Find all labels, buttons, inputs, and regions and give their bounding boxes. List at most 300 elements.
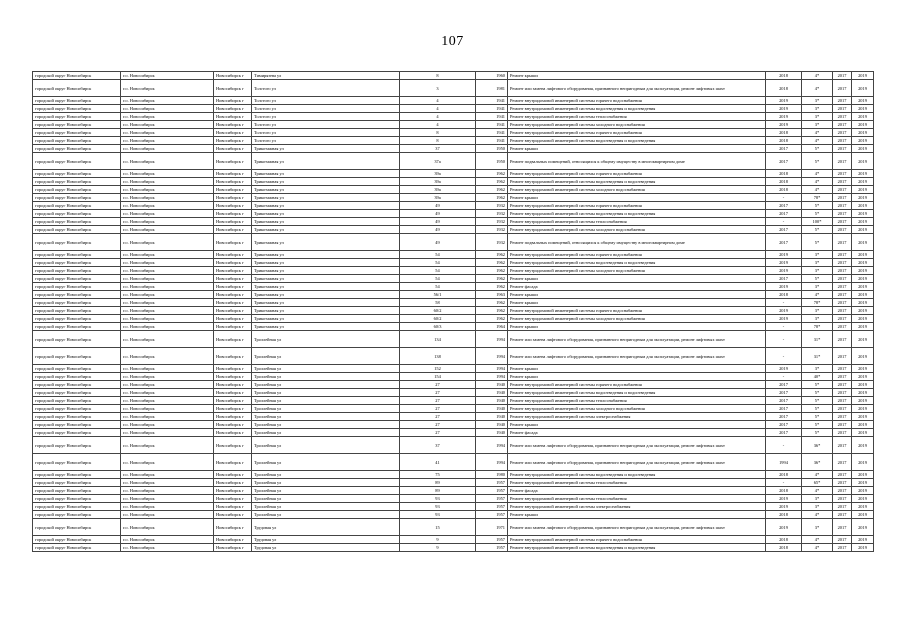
cell-price: 3*	[802, 121, 833, 129]
cell-street: Трикотажная ул	[252, 283, 400, 291]
cell-house: 27	[400, 405, 476, 413]
cell-start-year: -	[766, 373, 802, 381]
cell-house: 4	[400, 113, 476, 121]
cell-work-type: Ремонт внутридомовой инженерной системы горячего водоснабжения	[508, 170, 766, 178]
table-row	[33, 80, 874, 97]
cell-start-year: -	[766, 437, 802, 454]
cell-house: 60/3	[400, 323, 476, 331]
cell-district: городской округ Новосибирск	[33, 421, 121, 429]
cell-municipality: г.о. Новосибирск	[121, 80, 214, 97]
cell-start-year: 2019	[766, 503, 802, 511]
cell-municipality: г.о. Новосибирск	[121, 234, 214, 251]
table-row	[33, 137, 874, 145]
cell-municipality: г.о. Новосибирск	[121, 72, 214, 80]
cell-settlement: Новосибирск г	[214, 307, 252, 315]
cell-district: городской округ Новосибирск	[33, 381, 121, 389]
table-row	[33, 275, 874, 283]
cell-municipality: г.о. Новосибирск	[121, 251, 214, 259]
cell-house: 4	[400, 97, 476, 105]
cell-price: 5*	[802, 275, 833, 283]
cell-plan-from: 2017	[833, 487, 852, 495]
cell-district: городской округ Новосибирск	[33, 323, 121, 331]
cell-house: 49	[400, 234, 476, 251]
cell-municipality: г.о. Новосибирск	[121, 267, 214, 275]
cell-price: 3*	[802, 267, 833, 275]
cell-price: 5*	[802, 234, 833, 251]
cell-year-built: 1962	[476, 267, 508, 275]
cell-start-year: 2017	[766, 226, 802, 234]
cell-year-built: 1962	[476, 315, 508, 323]
cell-work-type: Ремонт внутридомовой инженерной системы теплоснабжения	[508, 397, 766, 405]
cell-start-year: -	[766, 194, 802, 202]
cell-settlement: Новосибирск г	[214, 259, 252, 267]
cell-district: городской округ Новосибирск	[33, 170, 121, 178]
table-row	[33, 389, 874, 397]
cell-plan-to: 2019	[852, 397, 874, 405]
cell-settlement: Новосибирск г	[214, 299, 252, 307]
cell-price: 78*	[802, 194, 833, 202]
cell-plan-from: 2017	[833, 421, 852, 429]
cell-year-built: 1971	[476, 519, 508, 536]
cell-start-year: 2017	[766, 405, 802, 413]
cell-plan-from: 2017	[833, 283, 852, 291]
cell-municipality: г.о. Новосибирск	[121, 194, 214, 202]
cell-settlement: Новосибирск г	[214, 153, 252, 170]
cell-plan-to: 2019	[852, 315, 874, 323]
cell-municipality: г.о. Новосибирск	[121, 218, 214, 226]
cell-settlement: Новосибирск г	[214, 519, 252, 536]
table-row	[33, 291, 874, 299]
cell-year-built: 1994	[476, 437, 508, 454]
cell-municipality: г.о. Новосибирск	[121, 437, 214, 454]
cell-municipality: г.о. Новосибирск	[121, 519, 214, 536]
cell-price: 5*	[802, 397, 833, 405]
cell-plan-to: 2019	[852, 218, 874, 226]
cell-house: 89	[400, 487, 476, 495]
cell-plan-to: 2019	[852, 129, 874, 137]
cell-work-type: Ремонт крыши	[508, 275, 766, 283]
cell-price: 5*	[802, 405, 833, 413]
cell-price: 4*	[802, 511, 833, 519]
cell-price: 3*	[802, 365, 833, 373]
cell-start-year: 2017	[766, 145, 802, 153]
table-row	[33, 373, 874, 381]
cell-street: Тимирязева ул	[252, 72, 400, 80]
cell-settlement: Новосибирск г	[214, 291, 252, 299]
cell-plan-from: 2017	[833, 519, 852, 536]
cell-municipality: г.о. Новосибирск	[121, 381, 214, 389]
cell-house: 37	[400, 145, 476, 153]
cell-work-type: Ремонт крыши	[508, 365, 766, 373]
cell-work-type: Ремонт или замена лифтового оборудования, признанного непригодным для эксплуатации, ремонт лифтовых шахт	[508, 348, 766, 365]
cell-year-built: 1941	[476, 121, 508, 129]
cell-district: городской округ Новосибирск	[33, 202, 121, 210]
cell-work-type: Ремонт крыши	[508, 145, 766, 153]
cell-plan-to: 2019	[852, 373, 874, 381]
cell-street: Троллейная ул	[252, 511, 400, 519]
cell-settlement: Новосибирск г	[214, 389, 252, 397]
cell-plan-from: 2017	[833, 72, 852, 80]
cell-year-built: 1941	[476, 97, 508, 105]
cell-settlement: Новосибирск г	[214, 511, 252, 519]
cell-plan-from: 2017	[833, 186, 852, 194]
cell-plan-to: 2019	[852, 186, 874, 194]
cell-work-type: Ремонт внутридомовой инженерной системы теплоснабжения	[508, 113, 766, 121]
table-row	[33, 323, 874, 331]
cell-price: 78*	[802, 323, 833, 331]
cell-street: Троллейная ул	[252, 487, 400, 495]
cell-street: Троллейная ул	[252, 413, 400, 421]
cell-settlement: Новосибирск г	[214, 421, 252, 429]
table-row	[33, 186, 874, 194]
cell-settlement: Новосибирск г	[214, 495, 252, 503]
cell-plan-from: 2017	[833, 121, 852, 129]
cell-plan-to: 2019	[852, 544, 874, 552]
cell-street: Толстого ул	[252, 121, 400, 129]
cell-district: городской округ Новосибирск	[33, 389, 121, 397]
cell-house: 41	[400, 454, 476, 471]
table-row	[33, 145, 874, 153]
table-row	[33, 405, 874, 413]
cell-street: Трикотажная ул	[252, 307, 400, 315]
cell-price: 4*	[802, 536, 833, 544]
cell-work-type: Ремонт внутридомовой инженерной системы холодного водоснабжения	[508, 405, 766, 413]
cell-price: 100*	[802, 218, 833, 226]
cell-work-type: Ремонт внутридомовой инженерной системы холодного водоснабжения	[508, 226, 766, 234]
cell-street: Троллейная ул	[252, 373, 400, 381]
cell-plan-to: 2019	[852, 137, 874, 145]
cell-district: городской округ Новосибирск	[33, 405, 121, 413]
cell-plan-from: 2017	[833, 381, 852, 389]
cell-house: 93	[400, 511, 476, 519]
table-row	[33, 421, 874, 429]
cell-plan-from: 2017	[833, 397, 852, 405]
cell-street: Троллейная ул	[252, 365, 400, 373]
cell-plan-to: 2019	[852, 307, 874, 315]
table-row	[33, 251, 874, 259]
page-number: 107	[441, 34, 464, 49]
cell-municipality: г.о. Новосибирск	[121, 397, 214, 405]
table-row	[33, 218, 874, 226]
table-row	[33, 437, 874, 454]
cell-work-type: Ремонт внутридомовой инженерной системы водоотведения и водоотведения	[508, 105, 766, 113]
cell-house: 27	[400, 397, 476, 405]
cell-plan-to: 2019	[852, 97, 874, 105]
cell-municipality: г.о. Новосибирск	[121, 121, 214, 129]
cell-settlement: Новосибирск г	[214, 121, 252, 129]
cell-settlement: Новосибирск г	[214, 210, 252, 218]
table-row	[33, 471, 874, 479]
cell-street: Толстого ул	[252, 129, 400, 137]
cell-house: 39а	[400, 186, 476, 194]
cell-house: 54	[400, 259, 476, 267]
table-row	[33, 503, 874, 511]
cell-year-built: 1957	[476, 503, 508, 511]
cell-district: городской округ Новосибирск	[33, 503, 121, 511]
cell-work-type: Ремонт внутридомовой инженерной системы водоотведения и водоотведения	[508, 389, 766, 397]
cell-work-type: Ремонт внутридомовой инженерной системы электроснабжения	[508, 503, 766, 511]
cell-street: Троллейная ул	[252, 479, 400, 487]
cell-work-type: Ремонт внутридомовой инженерной системы водоотведения и водоотведения	[508, 544, 766, 552]
cell-street: Трикотажная ул	[252, 259, 400, 267]
cell-year-built: 1964	[476, 323, 508, 331]
cell-plan-to: 2019	[852, 170, 874, 178]
cell-district: городской округ Новосибирск	[33, 72, 121, 80]
cell-street: Толстого ул	[252, 97, 400, 105]
cell-settlement: Новосибирск г	[214, 331, 252, 348]
cell-house: 134	[400, 331, 476, 348]
cell-plan-from: 2017	[833, 389, 852, 397]
cell-price: 4*	[802, 129, 833, 137]
table-row	[33, 487, 874, 495]
table-row	[33, 194, 874, 202]
cell-price: 4*	[802, 186, 833, 194]
cell-plan-to: 2019	[852, 145, 874, 153]
cell-work-type: Ремонт внутридомовой инженерной системы теплоснабжения	[508, 495, 766, 503]
table-row	[33, 365, 874, 373]
cell-price: 5*	[802, 381, 833, 389]
cell-house: 4	[400, 105, 476, 113]
cell-street: Трикотажная ул	[252, 210, 400, 218]
cell-settlement: Новосибирск г	[214, 348, 252, 365]
cell-start-year: -	[766, 299, 802, 307]
cell-settlement: Новосибирск г	[214, 129, 252, 137]
cell-year-built: 1962	[476, 186, 508, 194]
cell-settlement: Новосибирск г	[214, 544, 252, 552]
cell-start-year: 2017	[766, 234, 802, 251]
cell-settlement: Новосибирск г	[214, 536, 252, 544]
cell-municipality: г.о. Новосибирск	[121, 210, 214, 218]
cell-district: городской округ Новосибирск	[33, 299, 121, 307]
cell-year-built: 1932	[476, 218, 508, 226]
cell-year-built: 1960	[476, 72, 508, 80]
cell-street: Трикотажная ул	[252, 153, 400, 170]
cell-street: Трикотажная ул	[252, 178, 400, 186]
cell-district: городской округ Новосибирск	[33, 495, 121, 503]
cell-start-year: 2018	[766, 80, 802, 97]
cell-district: городской округ Новосибирск	[33, 479, 121, 487]
cell-plan-to: 2019	[852, 113, 874, 121]
cell-settlement: Новосибирск г	[214, 437, 252, 454]
cell-year-built: 1962	[476, 170, 508, 178]
cell-district: городской округ Новосибирск	[33, 511, 121, 519]
cell-year-built: 1962	[476, 194, 508, 202]
repair-program-table	[32, 71, 874, 552]
cell-settlement: Новосибирск г	[214, 315, 252, 323]
cell-municipality: г.о. Новосибирск	[121, 544, 214, 552]
cell-plan-from: 2017	[833, 170, 852, 178]
cell-municipality: г.о. Новосибирск	[121, 536, 214, 544]
cell-start-year: 2017	[766, 421, 802, 429]
cell-year-built: 1980	[476, 471, 508, 479]
cell-price: 5*	[802, 413, 833, 421]
cell-plan-to: 2019	[852, 259, 874, 267]
cell-year-built: 1940	[476, 405, 508, 413]
cell-street: Толстого ул	[252, 80, 400, 97]
cell-municipality: г.о. Новосибирск	[121, 331, 214, 348]
cell-district: городской округ Новосибирск	[33, 259, 121, 267]
cell-work-type: Ремонт фасада	[508, 429, 766, 437]
cell-house: 49	[400, 226, 476, 234]
cell-street: Трикотажная ул	[252, 234, 400, 251]
cell-plan-to: 2019	[852, 479, 874, 487]
cell-start-year: 2018	[766, 72, 802, 80]
cell-house: 27	[400, 413, 476, 421]
cell-settlement: Новосибирск г	[214, 194, 252, 202]
table-row	[33, 97, 874, 105]
table-row	[33, 113, 874, 121]
cell-street: Трикотажная ул	[252, 251, 400, 259]
cell-street: Трикотажная ул	[252, 299, 400, 307]
cell-year-built: 1957	[476, 536, 508, 544]
cell-plan-from: 2017	[833, 429, 852, 437]
cell-plan-to: 2019	[852, 454, 874, 471]
cell-district: городской округ Новосибирск	[33, 105, 121, 113]
cell-work-type: Ремонт или замена лифтового оборудования, признанного непригодным для эксплуатации, ремонт лифтовых шахт	[508, 331, 766, 348]
cell-street: Толстого ул	[252, 105, 400, 113]
cell-house: 27	[400, 381, 476, 389]
cell-year-built: 1950	[476, 153, 508, 170]
cell-work-type: Ремонт внутридомовой инженерной системы водоотведения и водоотведения	[508, 210, 766, 218]
cell-district: городской округ Новосибирск	[33, 275, 121, 283]
cell-municipality: г.о. Новосибирск	[121, 429, 214, 437]
cell-district: городской округ Новосибирск	[33, 437, 121, 454]
cell-start-year: -	[766, 348, 802, 365]
cell-house: 9	[400, 536, 476, 544]
cell-year-built: 1941	[476, 129, 508, 137]
cell-price: 31*	[802, 331, 833, 348]
cell-price: 3*	[802, 259, 833, 267]
cell-house: 3	[400, 80, 476, 97]
cell-district: городской округ Новосибирск	[33, 471, 121, 479]
cell-plan-from: 2017	[833, 137, 852, 145]
cell-plan-to: 2019	[852, 153, 874, 170]
cell-street: Трудовая ул	[252, 536, 400, 544]
cell-district: городской округ Новосибирск	[33, 331, 121, 348]
cell-price: 3*	[802, 519, 833, 536]
table-row	[33, 299, 874, 307]
cell-settlement: Новосибирск г	[214, 72, 252, 80]
cell-price: 5*	[802, 202, 833, 210]
cell-district: городской округ Новосибирск	[33, 129, 121, 137]
table-row	[33, 170, 874, 178]
cell-plan-from: 2017	[833, 495, 852, 503]
cell-plan-from: 2017	[833, 234, 852, 251]
cell-plan-from: 2017	[833, 153, 852, 170]
cell-house: 9	[400, 544, 476, 552]
cell-price: 3*	[802, 105, 833, 113]
cell-plan-from: 2017	[833, 97, 852, 105]
cell-house: 49	[400, 210, 476, 218]
cell-municipality: г.о. Новосибирск	[121, 323, 214, 331]
table-row	[33, 283, 874, 291]
table-row	[33, 226, 874, 234]
cell-municipality: г.о. Новосибирск	[121, 471, 214, 479]
cell-municipality: г.о. Новосибирск	[121, 389, 214, 397]
cell-year-built: 1962	[476, 251, 508, 259]
cell-district: городской округ Новосибирск	[33, 397, 121, 405]
cell-price: 36*	[802, 437, 833, 454]
cell-plan-from: 2017	[833, 544, 852, 552]
cell-plan-from: 2017	[833, 80, 852, 97]
cell-work-type: Ремонт крыши	[508, 194, 766, 202]
cell-street: Трикотажная ул	[252, 218, 400, 226]
cell-district: городской округ Новосибирск	[33, 186, 121, 194]
cell-municipality: г.о. Новосибирск	[121, 454, 214, 471]
cell-street: Троллейная ул	[252, 503, 400, 511]
cell-start-year: 2018	[766, 178, 802, 186]
cell-municipality: г.о. Новосибирск	[121, 365, 214, 373]
cell-street: Трикотажная ул	[252, 291, 400, 299]
cell-year-built: 1941	[476, 137, 508, 145]
cell-work-type: Ремонт внутридомовой инженерной системы холодного водоснабжения	[508, 121, 766, 129]
table-row	[33, 511, 874, 519]
cell-start-year: 2017	[766, 429, 802, 437]
cell-plan-from: 2017	[833, 479, 852, 487]
cell-year-built: 1962	[476, 283, 508, 291]
cell-plan-to: 2019	[852, 234, 874, 251]
cell-municipality: г.о. Новосибирск	[121, 113, 214, 121]
cell-street: Толстого ул	[252, 113, 400, 121]
cell-work-type: Ремонт внутридомовой инженерной системы электроснабжения	[508, 413, 766, 421]
cell-district: городской округ Новосибирск	[33, 137, 121, 145]
cell-plan-to: 2019	[852, 405, 874, 413]
cell-district: городской округ Новосибирск	[33, 145, 121, 153]
cell-work-type: Ремонт внутридомовой инженерной системы холодного водоснабжения	[508, 315, 766, 323]
cell-street: Троллейная ул	[252, 471, 400, 479]
cell-year-built: 1941	[476, 105, 508, 113]
cell-start-year: 2017	[766, 389, 802, 397]
cell-plan-to: 2019	[852, 275, 874, 283]
cell-price: 65*	[802, 479, 833, 487]
cell-settlement: Новосибирск г	[214, 323, 252, 331]
table-row	[33, 72, 874, 80]
cell-start-year: 1994	[766, 454, 802, 471]
cell-plan-from: 2017	[833, 202, 852, 210]
cell-house: 27	[400, 429, 476, 437]
cell-plan-from: 2017	[833, 373, 852, 381]
cell-district: городской округ Новосибирск	[33, 365, 121, 373]
cell-year-built: 1932	[476, 234, 508, 251]
cell-price: 78*	[802, 299, 833, 307]
cell-municipality: г.о. Новосибирск	[121, 105, 214, 113]
cell-work-type: Ремонт подвальных помещений, относящихся к общему имуществу в многоквартирном доме	[508, 234, 766, 251]
cell-price: 3*	[802, 503, 833, 511]
cell-house: 60/2	[400, 315, 476, 323]
cell-work-type: Ремонт внутридомовой инженерной системы водоотведения и водоотведения	[508, 471, 766, 479]
cell-settlement: Новосибирск г	[214, 170, 252, 178]
cell-district: городской округ Новосибирск	[33, 291, 121, 299]
cell-plan-from: 2017	[833, 348, 852, 365]
cell-start-year: -	[766, 479, 802, 487]
cell-district: городской округ Новосибирск	[33, 80, 121, 97]
cell-house: 154	[400, 373, 476, 381]
cell-price: 3*	[802, 251, 833, 259]
cell-plan-from: 2017	[833, 405, 852, 413]
cell-start-year: 2019	[766, 315, 802, 323]
cell-plan-to: 2019	[852, 519, 874, 536]
cell-start-year: 2017	[766, 153, 802, 170]
cell-settlement: Новосибирск г	[214, 405, 252, 413]
cell-plan-from: 2017	[833, 267, 852, 275]
cell-plan-to: 2019	[852, 413, 874, 421]
cell-settlement: Новосибирск г	[214, 113, 252, 121]
table-row	[33, 544, 874, 552]
cell-plan-to: 2019	[852, 72, 874, 80]
cell-house: 39а	[400, 194, 476, 202]
cell-settlement: Новосибирск г	[214, 218, 252, 226]
cell-plan-to: 2019	[852, 511, 874, 519]
